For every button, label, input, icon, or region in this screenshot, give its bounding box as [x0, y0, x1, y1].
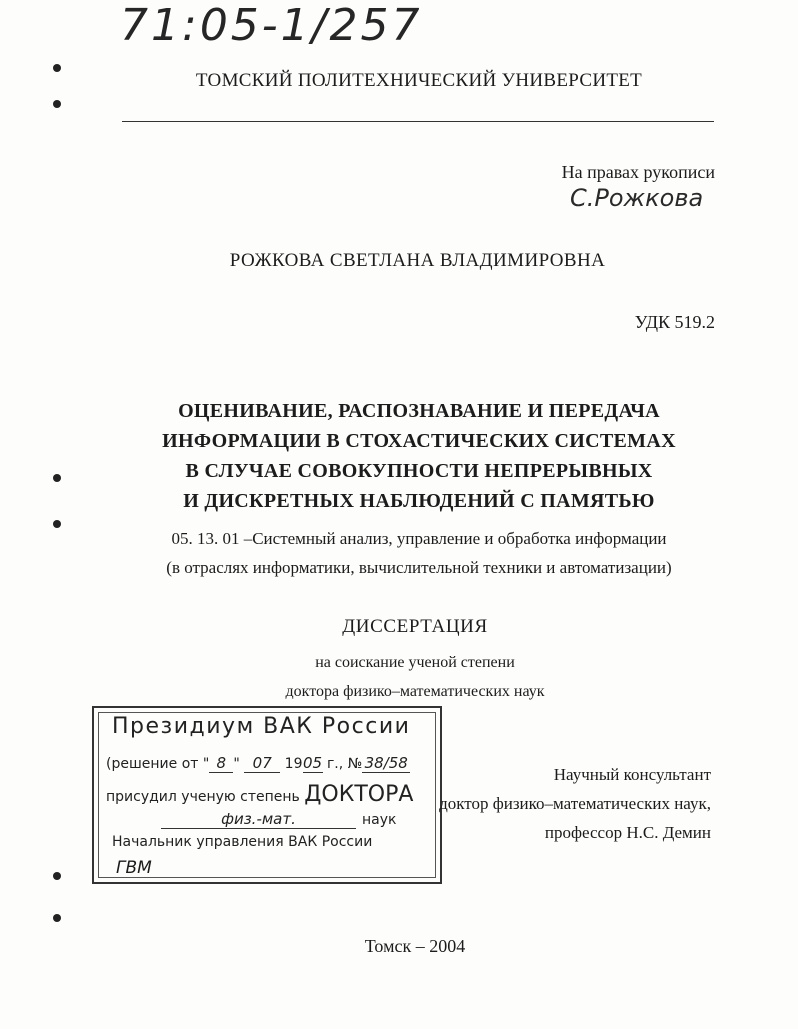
stamp-degree: ДОКТОРА	[304, 782, 414, 807]
stamp-decision-prefix: (решение от "	[106, 756, 210, 772]
degree-line: на соискание ученой степени	[315, 654, 515, 671]
punch-hole-mark	[53, 474, 61, 482]
stamp-title: Президиум ВАК России	[112, 714, 411, 739]
stamp-decision-mid: "	[233, 756, 240, 772]
city-year: Томск – 2004	[364, 936, 466, 956]
title-line: И ДИСКРЕТНЫХ НАБЛЮДЕНИЙ С ПАМЯТЬЮ	[183, 490, 655, 512]
stamp-year-suffix: г., №	[322, 756, 363, 772]
stamp-head: Начальник управления ВАК России	[112, 834, 373, 850]
scientific-consultant	[408, 760, 711, 847]
stamp-decision-year: 05	[302, 754, 323, 772]
punch-hole-mark	[53, 872, 61, 880]
consultant-line: Научный консультант	[553, 765, 711, 784]
punch-hole-mark	[53, 100, 61, 108]
stamp-awarded	[106, 782, 413, 807]
specialty-line: (в отраслях информатики, вычислительной техники и автоматизации)	[166, 558, 672, 577]
vak-stamp	[92, 706, 442, 884]
stamp-decision-day: 8	[209, 754, 233, 773]
dissertation-title	[0, 396, 798, 516]
stamp-decision-month: 07	[244, 754, 280, 773]
stamp-field-line	[106, 810, 434, 829]
stamp-field: физ.-мат.	[161, 810, 356, 829]
author-name: РОЖКОВА СВЕТЛАНА ВЛАДИМИРОВНА	[229, 250, 606, 271]
manuscript-rights: На правах рукописи	[561, 162, 715, 182]
punch-hole-mark	[53, 520, 61, 528]
consultant-line: доктор физико–математических наук,	[439, 794, 711, 813]
consultant-line: профессор Н.С. Демин	[544, 823, 711, 842]
degree-line: доктора физико–математических наук	[285, 683, 545, 700]
stamp-decision	[106, 754, 410, 773]
stamp-signature: ГВМ	[116, 858, 152, 878]
stamp-decision-number: 38/58	[362, 754, 410, 773]
punch-hole-mark	[53, 64, 61, 72]
stamp-awarded-text: присудил ученую степень	[106, 789, 300, 805]
stamp-year-prefix: 19	[284, 756, 303, 772]
author-signature: С.Рожкова	[570, 184, 704, 212]
specialty-line: 05. 13. 01 –Системный анализ, управление и обработка информации	[171, 529, 667, 548]
document-type: ДИССЕРТАЦИЯ	[342, 616, 488, 637]
header-rule	[122, 121, 714, 122]
archive-number: 71:05-1/257	[120, 0, 423, 51]
stamp-field-suffix: наук	[362, 812, 397, 828]
title-line: ИНФОРМАЦИИ В СТОХАСТИЧЕСКИХ СИСТЕМАХ	[162, 430, 676, 452]
specialty	[0, 524, 798, 582]
udk-code: УДК 519.2	[634, 312, 715, 332]
title-line: В СЛУЧАЕ СОВОКУПНОСТИ НЕПРЕРЫВНЫХ	[185, 460, 653, 482]
degree-sought	[0, 648, 798, 706]
title-line: ОЦЕНИВАНИЕ, РАСПОЗНАВАНИЕ И ПЕРЕДАЧА	[178, 400, 660, 422]
university-name: ТОМСКИЙ ПОЛИТЕХНИЧЕСКИЙ УНИВЕРСИТЕТ	[195, 70, 643, 91]
punch-hole-mark	[53, 914, 61, 922]
